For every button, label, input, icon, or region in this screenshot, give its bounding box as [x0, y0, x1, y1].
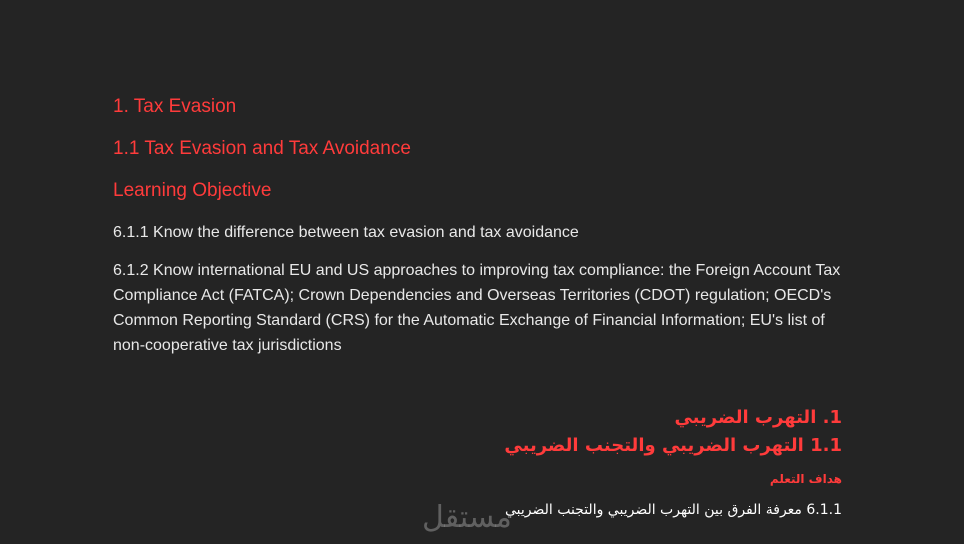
objective-6-1-1: 6.1.1 Know the difference between tax evasion and tax avoidance: [113, 224, 579, 241]
arabic-section: [242, 404, 842, 518]
objective-6-1-2: 6.1.2 Know international EU and US approaches to improving tax compliance: the Foreign Account Tax Compliance Act (FATCA); Crown Dependencies and Overseas Territories (CDOT) regulation; OECD's Common Reporting Standard (CRS) for the Automatic Exchange of Financial Information; EU's list of non-cooperative tax jurisdictions: [113, 262, 841, 354]
arabic-objective-6-1-1: 6.1.1 معرفة الفرق بين التهرب الضريبي والتجنب الضريبي: [504, 502, 842, 518]
arabic-heading-2: 1.1 التهرب الضريبي والتجنب الضريبي: [504, 435, 842, 456]
watermark-logo: مستقل: [422, 500, 512, 535]
arabic-heading-1: 1. التهرب الضريبي: [674, 407, 842, 428]
heading-learning-objective: Learning Objective: [113, 180, 272, 201]
arabic-learning-objective: هداف التعلم: [769, 472, 842, 486]
heading-evasion-avoidance: 1.1 Tax Evasion and Tax Avoidance: [113, 138, 411, 159]
heading-tax-evasion: 1. Tax Evasion: [113, 96, 237, 117]
